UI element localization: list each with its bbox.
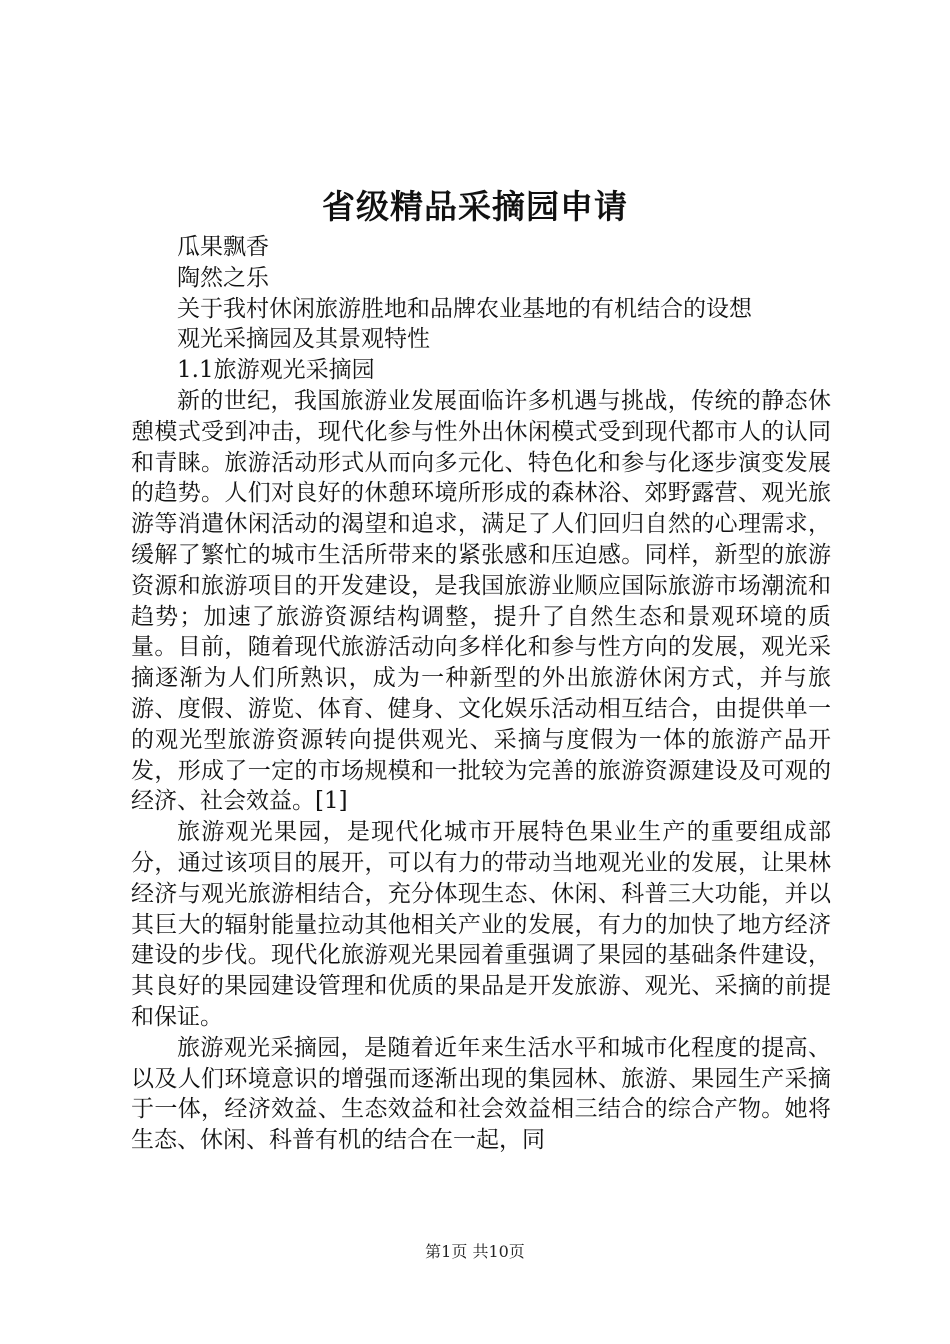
- heading-line: 观光采摘园及其景观特性: [177, 326, 430, 353]
- section-heading: 1.1旅游观光采摘园: [177, 357, 375, 384]
- heading-line: 瓜果飘香: [177, 234, 269, 260]
- document-title: 省级精品采摘园申请: [322, 187, 628, 226]
- heading-line: 陶然之乐: [177, 264, 269, 291]
- body-paragraph: 新的世纪，我国旅游业发展面临许多机遇与挑战，传统的静态休憩模式受到冲击，现代化参与性外出休闲模式受到现代都市人的认同和青睐。旅游活动形式从而向多元化、特色化和参与化逐步演变发展的趋势。人们对良好的休憩环境所形成的森林浴、郊野露营、观光旅游等消遣休闲活动的渴望和追求，满足了人们回归自然的心理需求，缓解了繁忙的城市生活所带来的紧张感和压迫感。同样，新型的旅游资源和旅游项目的开发建设，是我国旅游业顺应国际旅游市场潮流和趋势；加速了旅游资源结构调整，提升了自然生态和景观环境的质量。目前，随着现代旅游活动向多样化和参与性方向的发展，观光采摘逐渐为人们所熟识，成为一种新型的外出旅游休闲方式，并与旅游、度假、游览、体育、健身、文化娱乐活动相互结合，由提供单一的观光型旅游资源转向提供观光、采摘与度假为一体的旅游产品开发，形成了一定的市场规模和一批较为完善的旅游资源建设及可观的经济、社会效益。[1]: [131, 387, 831, 815]
- body-paragraph: 旅游观光果园，是现代化城市开展特色果业生产的重要组成部分，通过该项目的展开，可以有力的带动当地观光业的发展，让果林经济与观光旅游相结合，充分体现生态、休闲、科普三大功能，并以其巨大的辐射能量拉动其他相关产业的发展，有力的加快了地方经济建设的步伐。现代化旅游观光果园着重强调了果园的基础条件建设，其良好的果园建设管理和优质的果品是开发旅游、观光、采摘的前提和保证。: [131, 819, 831, 1030]
- body-paragraph: 旅游观光采摘园，是随着近年来生活水平和城市化程度的提高、以及人们环境意识的增强而逐渐出现的集园林、旅游、果园生产采摘于一体，经济效益、生态效益和社会效益相三结合的综合产物。她将生态、休闲、科普有机的结合在一起，同: [131, 1034, 831, 1154]
- page-number-footer: 第1页 共10页: [425, 1242, 525, 1261]
- heading-line: 关于我村休闲旅游胜地和品牌农业基地的有机结合的设想: [177, 295, 752, 322]
- document-body: [131, 232, 831, 1156]
